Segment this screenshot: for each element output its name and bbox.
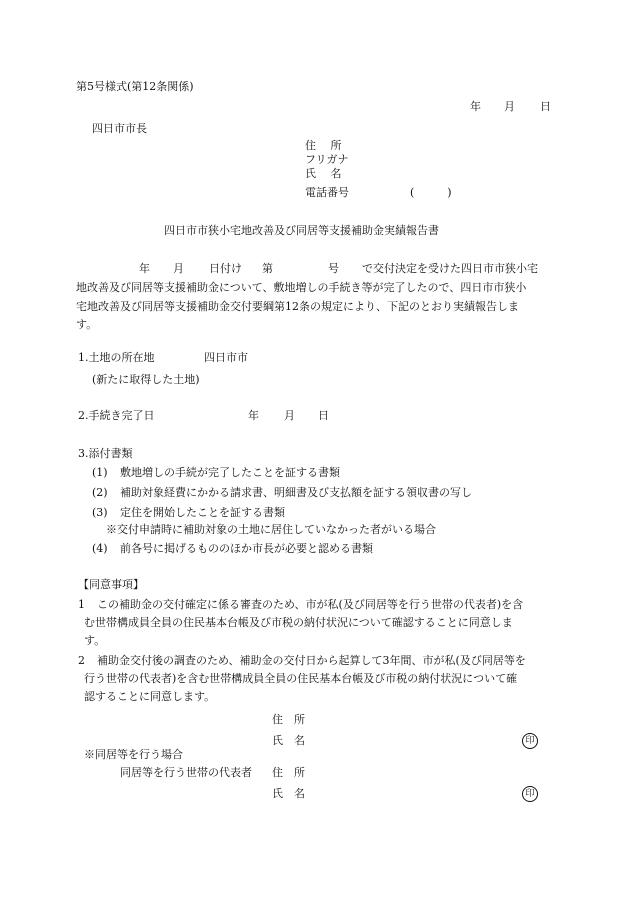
item1-label: 1.土地の所在地 — [78, 351, 155, 364]
date-month-label: 月 — [504, 100, 515, 113]
item1-value: 四日市市 — [204, 351, 248, 364]
addressee: 四日市市長 — [92, 122, 147, 135]
doc-number: (3) — [92, 506, 108, 519]
consent-2-number: 2 — [78, 654, 85, 667]
intro-rest: で交付決定を受けた四日市市狭小宅 — [362, 262, 538, 275]
representative-seal-mark: 印 — [522, 786, 538, 802]
signature-name-label: 氏 名 — [272, 734, 305, 747]
intro-line4: す。 — [76, 318, 98, 331]
date-day-label: 日 — [540, 100, 551, 113]
doc-text: 前各号に掲げるもののほか市長が必要と認める書類 — [120, 542, 373, 555]
consent-1-line1: この補助金の交付確定に係る審査のため、市が私(及び同居等を行う世帯の代表者)を含 — [97, 598, 524, 611]
doc-text: 補助対象経費にかかる請求書、明細書及び支払額を証する領収書の写し — [120, 486, 472, 499]
applicant-name-label: 氏 名 — [305, 167, 342, 180]
item1-note: (新たに取得した土地) — [92, 373, 200, 386]
item2-label: 2.手続き完了日 — [78, 409, 155, 422]
doc-number: (2) — [92, 486, 108, 499]
item3-label: 3.添付書類 — [78, 447, 133, 460]
intro-no: 第 — [262, 262, 273, 275]
representative-name-label: 氏 名 — [272, 787, 305, 800]
consent-heading: 【同意事項】 — [78, 578, 144, 591]
applicant-furigana-label: フリガナ — [305, 153, 349, 166]
consent-1-number: 1 — [78, 598, 85, 611]
doc-text: 定住を開始したことを証する書類 — [120, 506, 285, 519]
item2-month: 月 — [284, 409, 295, 422]
representative-label: 同居等を行う世帯の代表者 — [120, 766, 252, 779]
consent-1-line3: す。 — [84, 634, 106, 647]
item2-day: 日 — [318, 409, 329, 422]
consent-2-line1: 補助金交付後の調査のため、補助金の交付日から起算して3年間、市が私(及び同居等を — [97, 654, 526, 667]
doc-number: (4) — [92, 542, 108, 555]
intro-month: 月 — [173, 262, 184, 275]
representative-address-label: 住 所 — [272, 766, 305, 779]
intro-line3: 宅地改善及び同居等支援補助金交付要綱第12条の規定により、下記のとおり実績報告しま — [76, 300, 519, 313]
consent-1-line2: む世帯構成員全員の住民基本台帳及び市税の納付状況について確認することに同意しま — [84, 616, 513, 629]
intro-year: 年 — [139, 262, 150, 275]
applicant-phone-label: 電話番号 — [305, 186, 349, 199]
applicant-address-label: 住 所 — [305, 139, 342, 152]
doc-note: ※交付申請時に補助対象の土地に居住していなかった者がいる場合 — [106, 523, 436, 536]
doc-number: (1) — [92, 466, 108, 479]
document-title: 四日市市狭小宅地改善及び同居等支援補助金実績報告書 — [164, 224, 439, 237]
doc-text: 敷地増しの手続が完了したことを証する書類 — [120, 466, 340, 479]
intro-dated: 日付け — [209, 262, 242, 275]
cohabit-note: ※同居等を行う場合 — [84, 748, 183, 761]
item2-year: 年 — [248, 409, 259, 422]
seal-mark: 印 — [522, 733, 538, 749]
form-number: 第5号様式(第12条関係) — [76, 80, 194, 93]
intro-line2: 地改善及び同居等支援補助金について、敷地増しの手続き等が完了したので、四日市市狭小 — [76, 281, 527, 294]
applicant-phone-parens: ( ) — [410, 186, 452, 199]
date-year-label: 年 — [470, 100, 481, 113]
consent-2-line2: 行う世帯の代表者)を含む世帯構成員全員の住民基本台帳及び市税の納付状況について確 — [84, 672, 518, 685]
consent-2-line3: 認することに同意します。 — [84, 690, 216, 703]
signature-address-label: 住 所 — [272, 713, 305, 726]
intro-go: 号 — [328, 262, 339, 275]
